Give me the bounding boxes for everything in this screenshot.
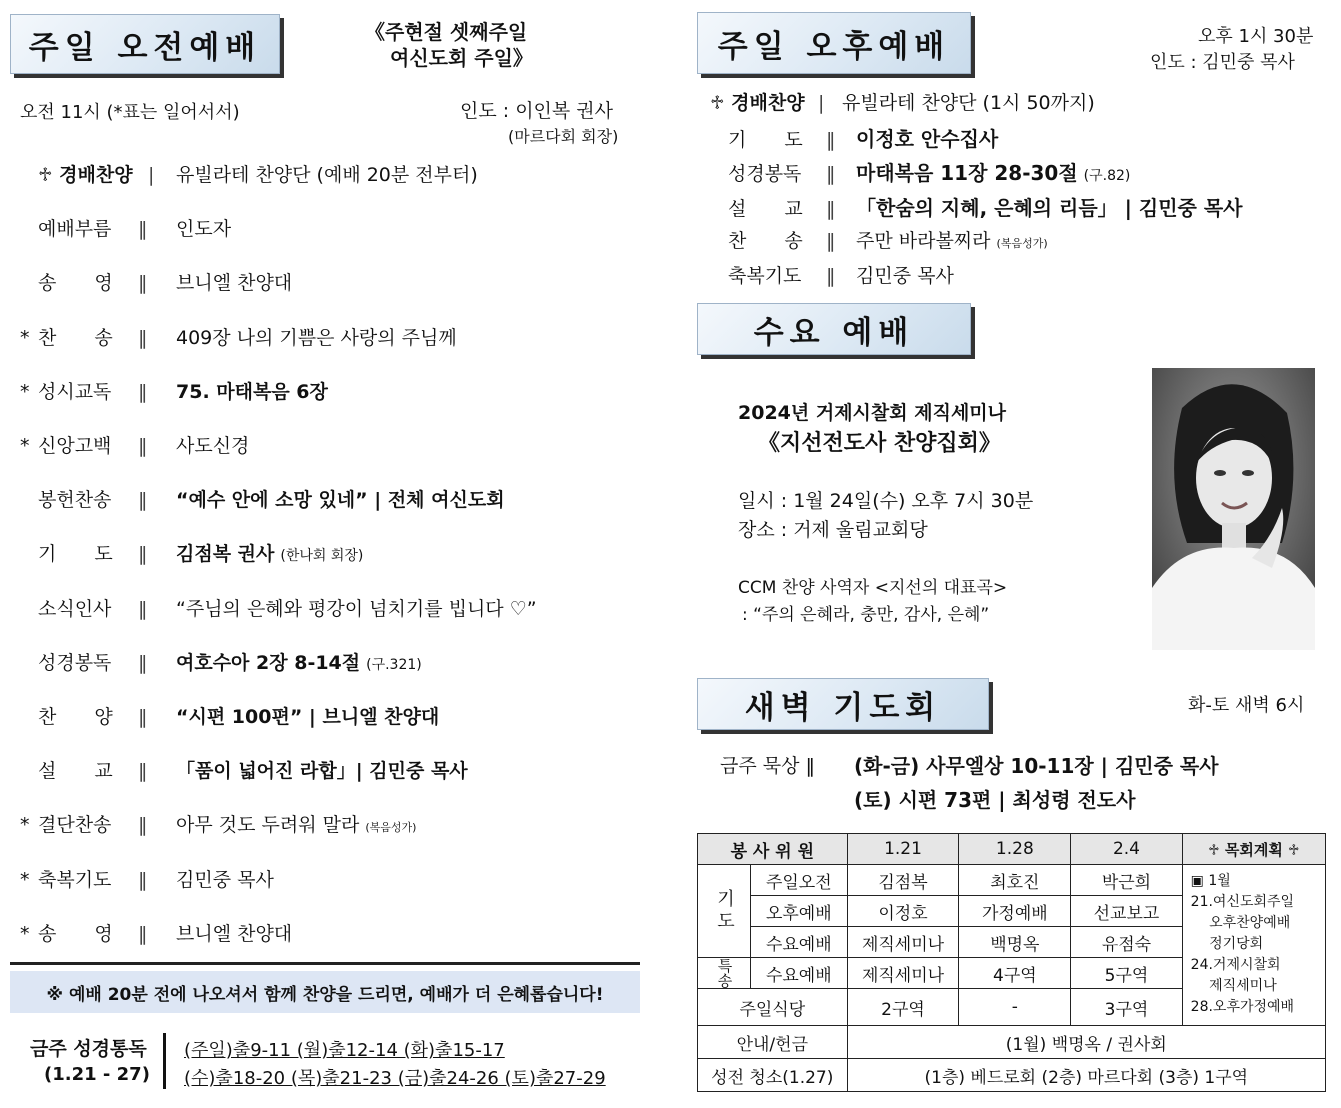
order-value: 이정호 안수집사 (856, 126, 999, 151)
morning-time: 오전 11시 (*표는 일어서서) (20, 102, 240, 123)
morning-order-item (20, 431, 249, 458)
order-label: 찬 송 (728, 230, 803, 252)
order-label: ♱ 경배찬양 (38, 164, 133, 186)
afternoon-order-item (710, 226, 1048, 253)
portrait-image (1152, 368, 1315, 650)
dawn-prayer-time: 화-토 새벽 6시 (1188, 695, 1305, 716)
order-separator: ‖ (826, 163, 836, 185)
order-separator: ‖ (138, 489, 148, 512)
morning-service-header: 주일 오전예배 (10, 14, 280, 74)
order-value: 인도자 (176, 218, 232, 241)
order-note: (한나회 회장) (280, 548, 364, 565)
order-label: 기 도 (728, 128, 803, 151)
plan-line: 정기당회 (1190, 936, 1264, 952)
morning-subtitle-2: 여신도회 주일》 (390, 46, 533, 70)
order-label: 송 영 (38, 272, 113, 295)
pastoral-plan-cell (1182, 865, 1325, 1026)
morning-order-item (20, 214, 231, 241)
table-cell: 제직세미나 (847, 927, 959, 958)
order-value: “시편 100편” | 브니엘 찬양대 (176, 706, 440, 728)
morning-leader (460, 96, 613, 123)
dawn-line-1: (화-금) 사무엘상 10-11장 | 김민중 목사 (854, 754, 1219, 778)
wednesday-line-1: 2024년 거제시찰회 제직세미나 (738, 402, 1007, 424)
table-header-volunteers: 봉 사 위 원 (698, 834, 848, 865)
morning-order-item (20, 268, 292, 295)
wednesday-ccm-2: : “주의 은혜라, 충만, 감사, 은혜” (742, 605, 990, 625)
notice-bar (10, 971, 640, 1013)
plan-line: ▣ 1월 (1190, 873, 1231, 889)
standing-mark: * (20, 922, 30, 945)
order-label: 예배부름 (38, 218, 112, 241)
morning-order-item (20, 539, 363, 566)
order-value: 브니엘 찬양대 (176, 922, 293, 945)
wednesday-ccm-1: CCM 찬양 사역자 <지선의 대표곡> (738, 578, 1008, 598)
morning-order-item (20, 810, 416, 837)
order-value: “예수 안에 소망 있네” | 전체 여신도회 (176, 489, 505, 512)
morning-order-item (20, 377, 328, 404)
order-value: 여호수아 2장 8-14절 (176, 651, 361, 674)
order-label: 성시교독 (38, 380, 112, 403)
order-label: 설 교 (38, 760, 113, 783)
table-cell: - (959, 989, 1071, 1026)
afternoon-order-item (710, 88, 1095, 115)
afternoon-order-item (710, 123, 998, 152)
order-separator: ‖ (138, 922, 148, 945)
order-note: (복음성가) (365, 821, 417, 835)
order-value: 아무 것도 두려워 말라 (176, 814, 360, 837)
table-date-2: 1.28 (959, 834, 1071, 865)
table-row-label: 오후예배 (751, 896, 848, 927)
order-label: 찬 양 (38, 706, 113, 728)
table-cell: 가정예배 (959, 896, 1071, 927)
afternoon-order-item (710, 192, 1242, 221)
order-label: 신앙고백 (38, 435, 112, 457)
wednesday-place: 장소 : 거제 울림교회당 (738, 519, 928, 541)
order-separator: ‖ (138, 543, 148, 566)
standing-mark: * (20, 868, 30, 891)
order-separator: | (148, 164, 155, 186)
order-separator: ‖ (138, 272, 148, 295)
table-group-special-song: 특송 (698, 958, 751, 989)
order-separator: ‖ (138, 597, 148, 620)
table-cell: 2구역 (847, 989, 959, 1026)
table-cell: 4구역 (959, 958, 1071, 989)
table-plan-header: ♱ 목회계획 ♱ (1182, 834, 1325, 865)
morning-order-item (20, 756, 468, 783)
table-cell: 유점숙 (1071, 927, 1182, 958)
table-cleaning-value: (1층) 베드로회 (2층) 마르다회 (3층) 1구역 (847, 1059, 1325, 1092)
order-separator: ‖ (138, 380, 148, 403)
table-cell: 3구역 (1071, 989, 1182, 1026)
order-separator: | (818, 92, 825, 114)
order-separator: ‖ (138, 868, 148, 891)
order-value: 김민중 목사 (176, 868, 274, 891)
order-label: ♱ 경배찬양 (710, 92, 805, 114)
afternoon-order-item (710, 157, 1130, 186)
order-separator: ‖ (138, 706, 148, 728)
table-cell: 김점복 (847, 865, 959, 896)
bible-reading-title: 금주 성경통독 (30, 1038, 147, 1060)
wednesday-date: 일시 : 1월 24일(수) 오후 7시 30분 (738, 490, 1034, 512)
morning-order-item (20, 702, 439, 729)
table-cell: 제직세미나 (847, 958, 959, 989)
order-note: (복음성가) (996, 237, 1048, 250)
table-cell: 박근희 (1071, 865, 1182, 896)
bible-reading-dates: (1.21 - 27) (44, 1064, 150, 1085)
plan-line: 제직세미나 (1190, 978, 1277, 994)
wednesday-service-header: 수요 예배 (697, 303, 971, 355)
notice-top-rule (10, 962, 640, 965)
bible-reading-line-2: (수)출18-20 (목)출21-23 (금)출24-26 (토)출27-29 (184, 1068, 606, 1089)
plan-line: 오후찬양예배 (1190, 915, 1291, 931)
order-value: 유빌라테 찬양단 (예배 20분 전부터) (176, 164, 478, 186)
table-group-prayer: 기도 (698, 865, 751, 958)
bible-reading-divider (163, 1033, 166, 1089)
dawn-line-2: (토) 시편 73편 | 최성령 전도사 (854, 788, 1136, 812)
morning-order-item (20, 648, 422, 675)
order-label: 성경봉독 (728, 163, 802, 185)
wednesday-line-2: 《지선전도사 찬양집회》 (758, 431, 1001, 456)
standing-mark: * (20, 326, 30, 349)
order-label: 봉헌찬송 (38, 489, 112, 512)
table-meal-label: 주일식당 (698, 989, 848, 1026)
order-separator: ‖ (138, 326, 148, 349)
order-label: 소식인사 (38, 597, 112, 620)
order-value: 브니엘 찬양대 (176, 272, 293, 295)
order-value: 마태복음 11장 28-30절 (856, 161, 1078, 185)
table-row-label: 주일오전 (751, 865, 848, 896)
morning-order-item (20, 594, 537, 621)
bible-reading-line-1: (주일)출9-11 (월)출12-14 (화)출15-17 (184, 1040, 505, 1061)
plan-line: 24.거제시찰회 (1190, 957, 1281, 973)
order-separator: ‖ (826, 230, 836, 252)
order-label: 송 영 (38, 922, 113, 945)
morning-order-item (20, 865, 274, 892)
table-cleaning-label: 성전 청소(1.27) (698, 1059, 848, 1092)
order-separator: ‖ (826, 197, 836, 220)
order-separator: ‖ (138, 435, 148, 457)
notice-text: ※ 예배 20분 전에 나오셔서 함께 찬양을 드리면, 예배가 더 은혜롭습니다! (46, 984, 604, 1005)
table-usher-value: (1월) 백명옥 / 권사회 (847, 1026, 1325, 1059)
pastoral-plan-list (1191, 871, 1321, 1018)
morning-subtitle-1: 《주현절 셋째주일 (365, 20, 528, 44)
order-value: 사도신경 (176, 435, 250, 457)
order-value: 김점복 권사 (176, 543, 275, 566)
morning-order-item (20, 485, 505, 512)
order-value: “주님의 은혜와 평강이 넘치기를 빕니다 ♡” (176, 597, 537, 620)
order-value: 「품이 넓어진 라합」| 김민중 목사 (176, 760, 468, 783)
service-volunteer-table (697, 833, 1326, 1092)
order-label: 찬 송 (38, 326, 113, 349)
table-cell: 이정호 (847, 896, 959, 927)
afternoon-service-header: 주일 오후예배 (697, 12, 971, 74)
order-label: 기 도 (38, 543, 113, 566)
table-row-label: 수요예배 (751, 958, 848, 989)
standing-mark: * (20, 380, 30, 403)
morning-leader-text: 인도 : 이인복 권사 (460, 100, 613, 122)
order-label: 성경봉독 (38, 651, 112, 674)
order-value: 75. 마태복음 6장 (176, 380, 328, 403)
singer-portrait-photo (1152, 368, 1315, 650)
afternoon-order-item (710, 261, 954, 288)
table-cell: 백명옥 (959, 927, 1071, 958)
order-label: 축복기도 (38, 868, 112, 891)
order-value: 김민중 목사 (856, 264, 954, 287)
table-row-label: 수요예배 (751, 927, 848, 958)
order-value: 409장 나의 기쁨은 사랑의 주님께 (176, 326, 457, 349)
dawn-label: 금주 묵상 ‖ (720, 755, 815, 777)
order-separator: ‖ (138, 814, 148, 837)
morning-order-item (20, 919, 292, 946)
table-cell: 5구역 (1071, 958, 1182, 989)
order-note: (구.82) (1083, 168, 1131, 184)
order-value: 주만 바라볼찌라 (856, 230, 991, 252)
standing-mark: * (20, 435, 30, 457)
order-value: 「한숨의 지혜, 은혜의 리듬」 | 김민중 목사 (856, 195, 1243, 220)
table-usher-label: 안내/헌금 (698, 1026, 848, 1059)
morning-leader-note: (마르다회 회장) (508, 127, 619, 146)
morning-order-item (20, 160, 478, 187)
table-date-3: 2.4 (1071, 834, 1182, 865)
order-separator: ‖ (826, 264, 836, 287)
order-separator: ‖ (826, 128, 836, 151)
order-label: 설 교 (728, 197, 803, 220)
plan-line: 28.오후가정예배 (1190, 999, 1295, 1015)
order-label: 결단찬송 (38, 814, 112, 837)
table-cell: 최호진 (959, 865, 1071, 896)
order-separator: ‖ (138, 760, 148, 783)
plan-line: 21.여신도회주일 (1190, 894, 1295, 910)
afternoon-time: 오후 1시 30분 (1198, 26, 1314, 47)
order-note: (구.321) (366, 656, 422, 673)
standing-mark: * (20, 814, 30, 837)
order-value: 유빌라테 찬양단 (1시 50까지) (842, 92, 1095, 114)
afternoon-leader: 인도 : 김민중 목사 (1150, 52, 1295, 73)
dawn-prayer-header: 새벽 기도회 (697, 678, 989, 730)
table-date-1: 1.21 (847, 834, 959, 865)
order-label: 축복기도 (728, 264, 802, 287)
table-cell: 선교보고 (1071, 896, 1182, 927)
order-separator: ‖ (138, 218, 148, 241)
morning-order-item (20, 323, 457, 350)
order-separator: ‖ (138, 651, 148, 674)
